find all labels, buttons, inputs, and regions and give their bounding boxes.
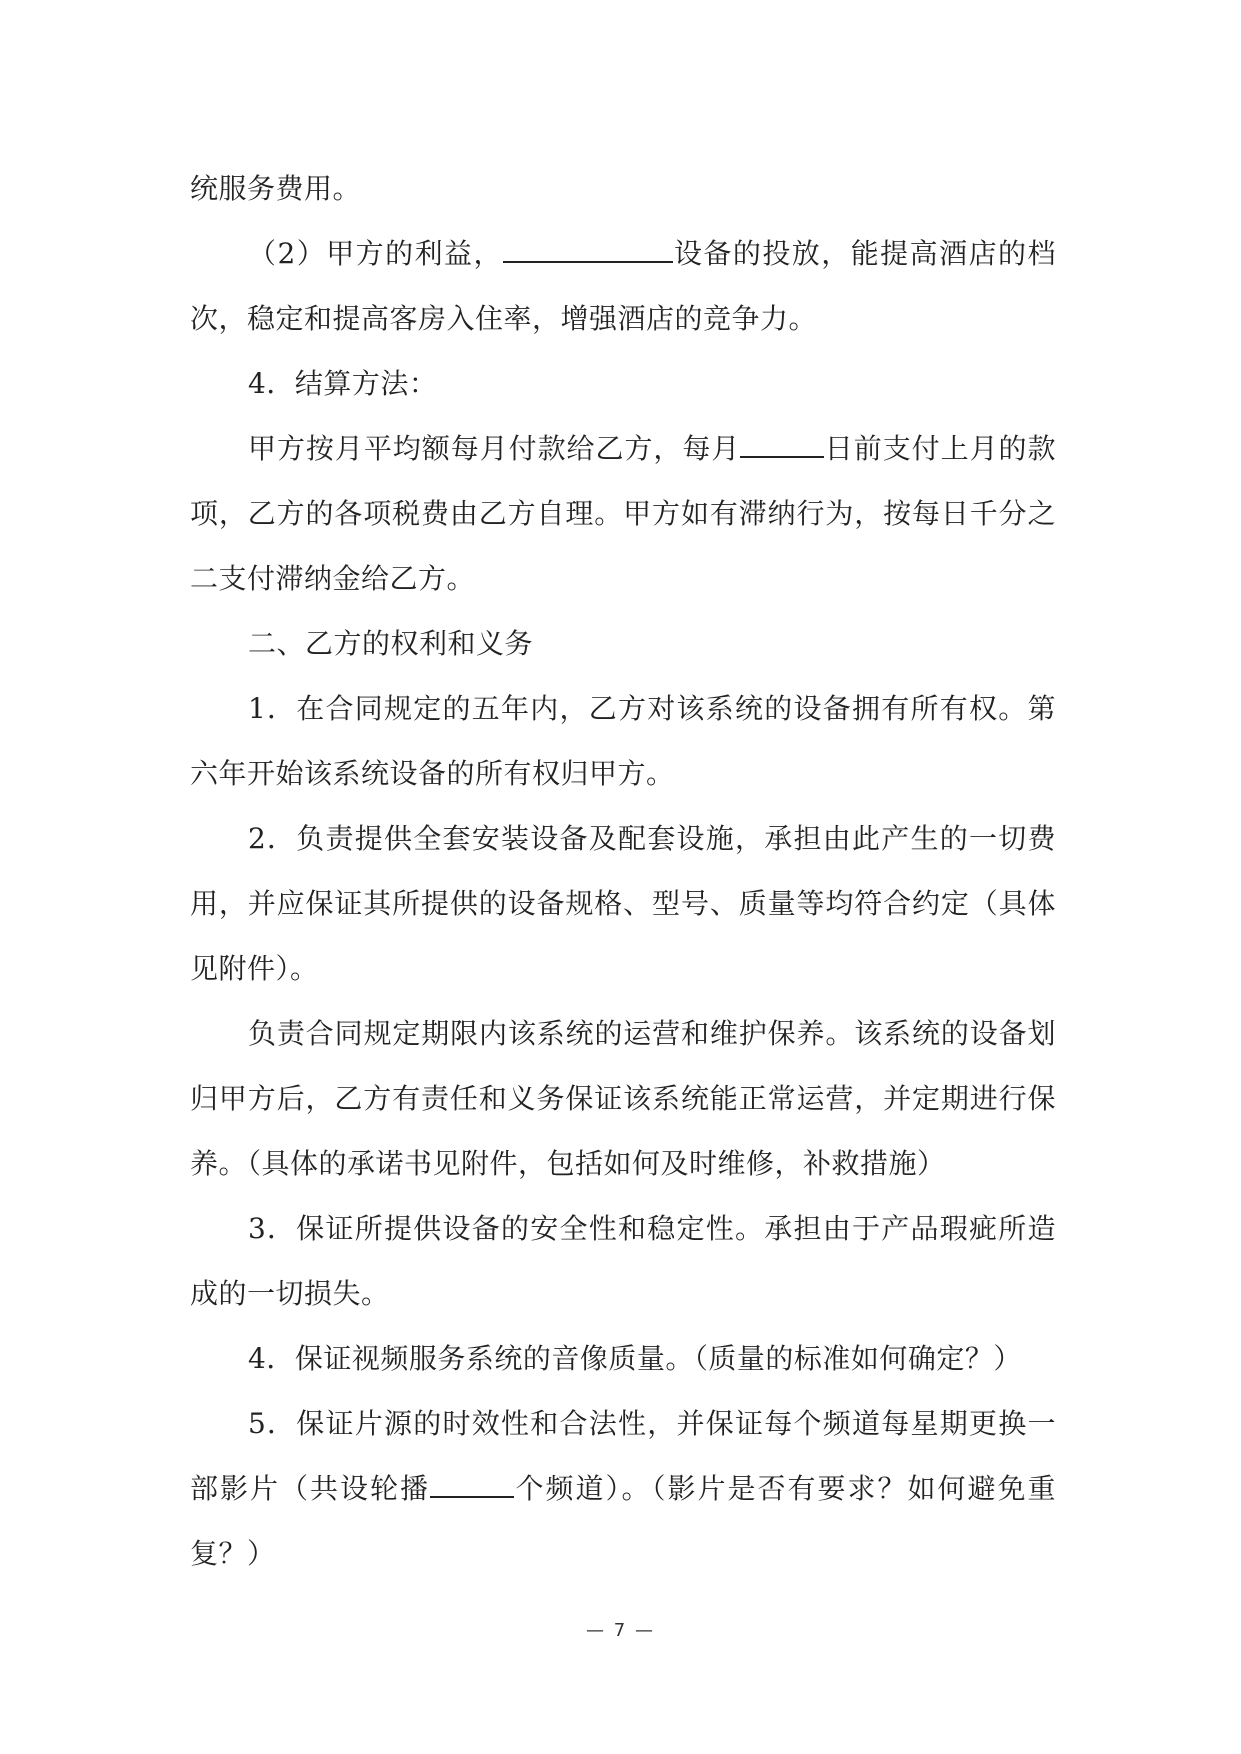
paragraph-ownership [190, 676, 1056, 806]
text-segment: 5．保证片源的时效性和合法性，并保证每个频道每星期更换一部影片（共设轮播 [190, 1407, 1056, 1505]
text-segment: 3．保证所提供设备的安全性和稳定性。承担由于产品瑕疵所造成的一切损失。 [190, 1212, 1056, 1310]
text-segment: （2）甲方的利益， [248, 237, 503, 270]
fill-in-blank [503, 237, 673, 263]
text-segment: 个频道）。（影片是否有要求？如何避免重复？） [190, 1472, 1056, 1570]
text-segment: 2．负责提供全套安装设备及配套设施，承担由此产生的一切费用，并应保证其所提供的设备规格、型号、质量等均符合约定（具体见附件）。 [190, 822, 1056, 985]
paragraph-film-source [190, 1391, 1056, 1586]
paragraph-quality [190, 1326, 1056, 1391]
paragraph-party-a-benefit [190, 221, 1056, 351]
text-segment: 4．保证视频服务系统的音像质量。（质量的标准如何确定？） [248, 1342, 1022, 1375]
text-segment: 统服务费用。 [190, 172, 362, 205]
text-segment: 甲方按月平均额每月付款给乙方，每月 [248, 432, 741, 465]
paragraph-maintenance [190, 1001, 1056, 1196]
document-body [190, 156, 1056, 1586]
fill-in-blank [430, 1472, 514, 1498]
section-heading-party-b [190, 611, 1056, 676]
text-segment: 1．在合同规定的五年内，乙方对该系统的设备拥有所有权。第六年开始该系统设备的所有权归甲方。 [190, 692, 1056, 790]
text-segment: 4．结算方法： [248, 367, 438, 400]
page-number: — 7 — [586, 1620, 655, 1641]
text-segment: 二、乙方的权利和义务 [248, 627, 534, 660]
text-segment: 设备的投放，能提高酒店的档次，稳定和提高客房入住率，增强酒店的竞争力。 [190, 237, 1056, 335]
paragraph-settlement-terms [190, 416, 1056, 611]
text-segment: 负责合同规定期限内该系统的运营和维护保养。该系统的设备划归甲方后，乙方有责任和义务保证该系统能正常运营，并定期进行保养。（具体的承诺书见附件，包括如何及时维修，补救措施） [190, 1017, 1056, 1180]
paragraph-continuation [190, 156, 1056, 221]
paragraph-safety [190, 1196, 1056, 1326]
fill-in-blank [740, 432, 824, 458]
paragraph-equipment [190, 806, 1056, 1001]
paragraph-settlement-heading [190, 351, 1056, 416]
text-segment: 日前支付上月的款项，乙方的各项税费由乙方自理。甲方如有滞纳行为，按每日千分之二支付滞纳金给乙方。 [190, 432, 1056, 595]
